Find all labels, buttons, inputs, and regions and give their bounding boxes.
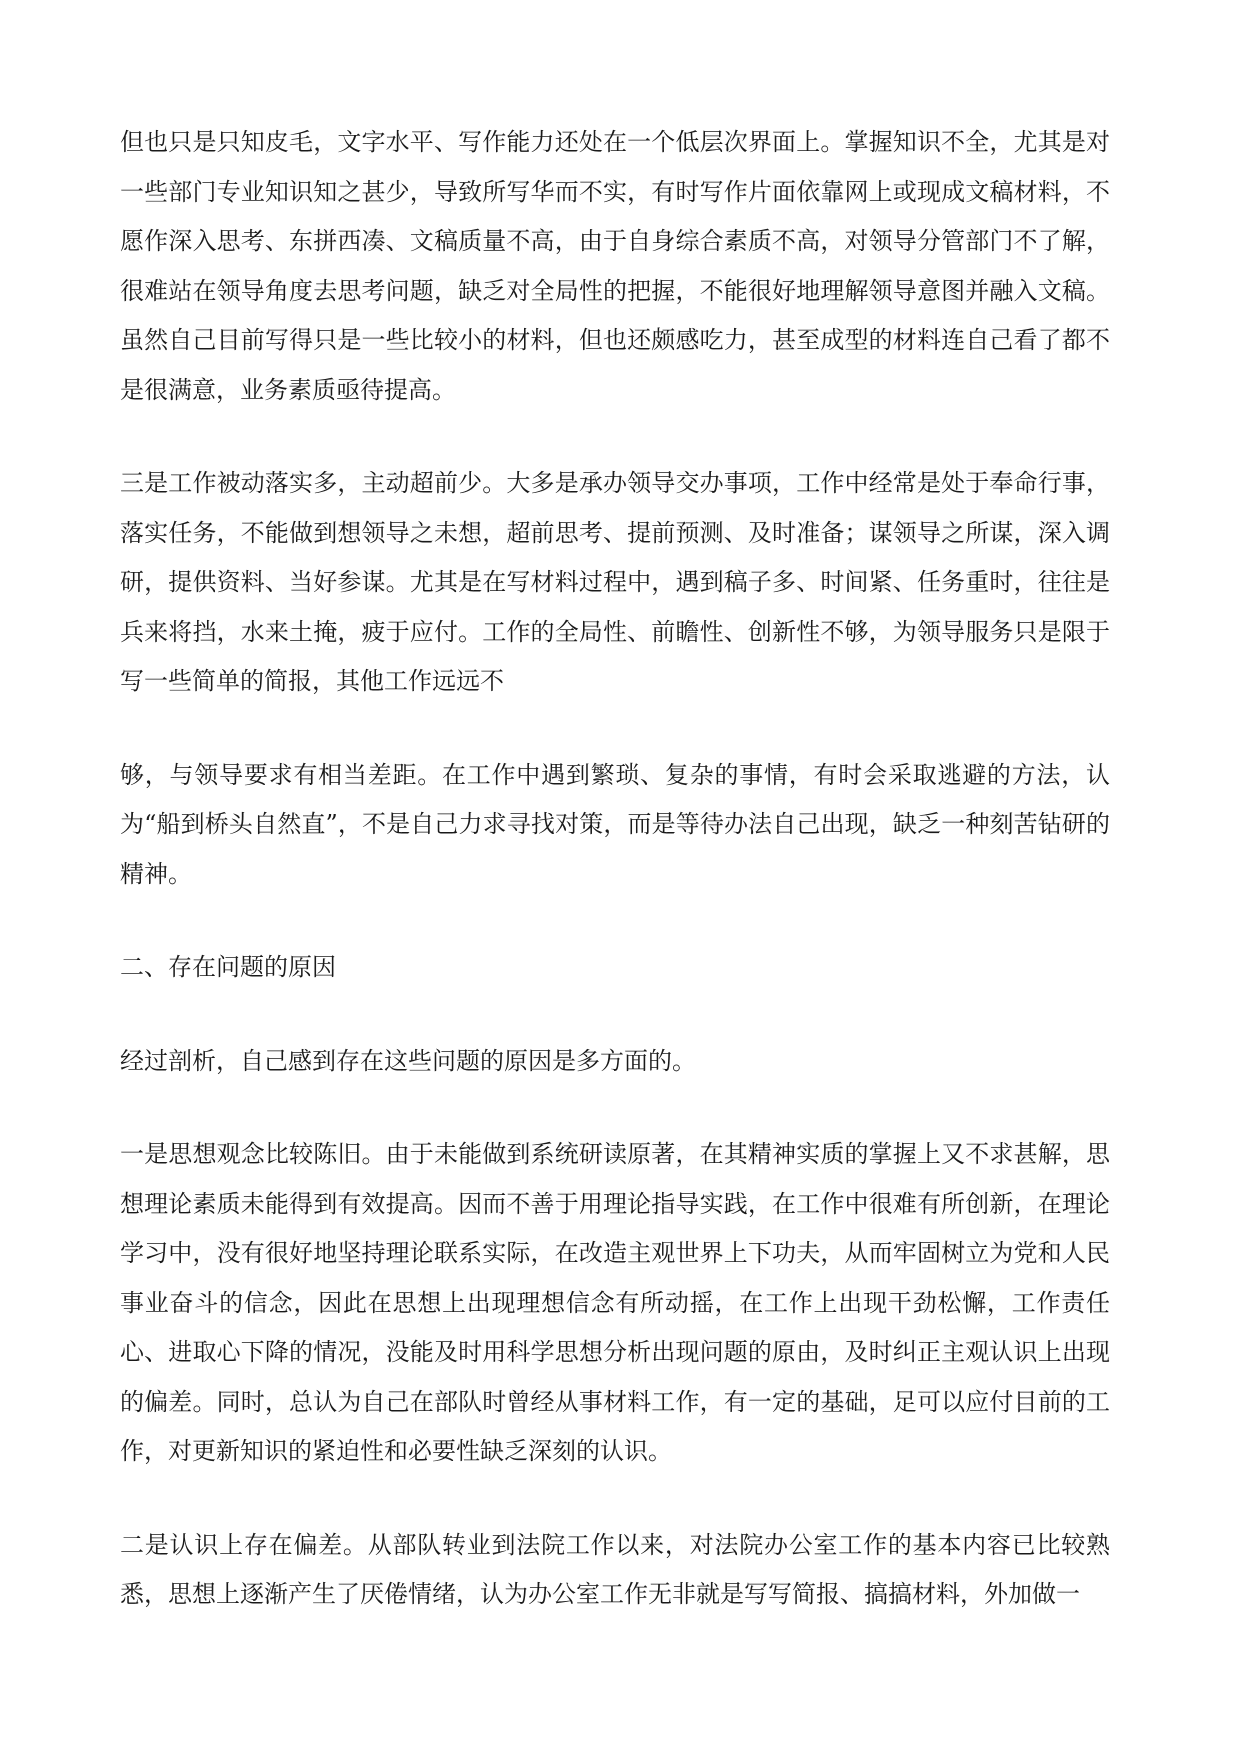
document-body (120, 118, 1110, 1664)
paragraph-point-three-passive-work: 三是工作被动落实多，主动超前少。大多是承办领导交办事项，工作中经常是处于奉命行事，落实任务，不能做到想领导之未想，超前思考、提前预测、及时准备；谋领导之所谋，深入调研，提供资料、当好参谋。尤其是在写材料过程中，遇到稿子多、时间紧、任务重时，往往是兵来将挡，水来土掩，疲于应付。工作的全局性、前瞻性、创新性不够，为领导服务只是限于写一些简单的简报，其他工作远远不 (120, 469, 1110, 695)
paragraph-continued-gap-with-leadership: 够，与领导要求有相当差距。在工作中遇到繁琐、复杂的事情，有时会采取逃避的方法，认为“船到桥头自然直”，不是自己力求寻找对策，而是等待办法自己出现，缺乏一种刻苦钻研的精神。 (120, 760, 1110, 888)
paragraph-cause-one-outdated-thinking: 一是思想观念比较陈旧。由于未能做到系统研读原著，在其精神实质的掌握上又不求甚解，思想理论素质未能得到有效提高。因而不善于用理论指导实践，在工作中很难有所创新，在理论学习中，没有很好地坚持理论联系实际，在改造主观世界上下功夫，从而牢固树立为党和人民事业奋斗的信念，因此在思想上出现理想信念有所动摇，在工作上出现干劲松懈，工作责任心、进取心下降的情况，没能及时用科学思想分析出现问题的原由，及时纠正主观认识上出现的偏差。同时，总认为自己在部队时曾经从事材料工作，有一定的基础，足可以应付目前的工作，对更新知识的紧迫性和必要性缺乏深刻的认识。 (120, 1140, 1110, 1465)
paragraph-causes-intro: 经过剖析，自己感到存在这些问题的原因是多方面的。 (120, 1046, 696, 1075)
paragraph-continued-writing-skills: 但也只是只知皮毛，文字水平、写作能力还处在一个低层次界面上。掌握知识不全，尤其是对一些部门专业知识知之甚少，导致所写华而不实，有时写作片面依靠网上或现成文稿材料，不愿作深入思考、东拼西凑、文稿质量不高，由于自身综合素质不高，对领导分管部门不了解，很难站在领导角度去思考问题，缺乏对全局性的把握，不能很好地理解领导意图并融入文稿。虽然自己目前写得只是一些比较小的材料，但也还颇感吃力，甚至成型的材料连自己看了都不是很满意，业务素质亟待提高。 (120, 128, 1110, 404)
paragraph-cause-two-cognitive-bias: 二是认识上存在偏差。从部队转业到法院工作以来，对法院办公室工作的基本内容已比较熟悉，思想上逐渐产生了厌倦情绪，认为办公室工作无非就是写写简报、搞搞材料，外加做一 (120, 1530, 1110, 1608)
section-heading-causes: 二、存在问题的原因 (120, 953, 336, 981)
